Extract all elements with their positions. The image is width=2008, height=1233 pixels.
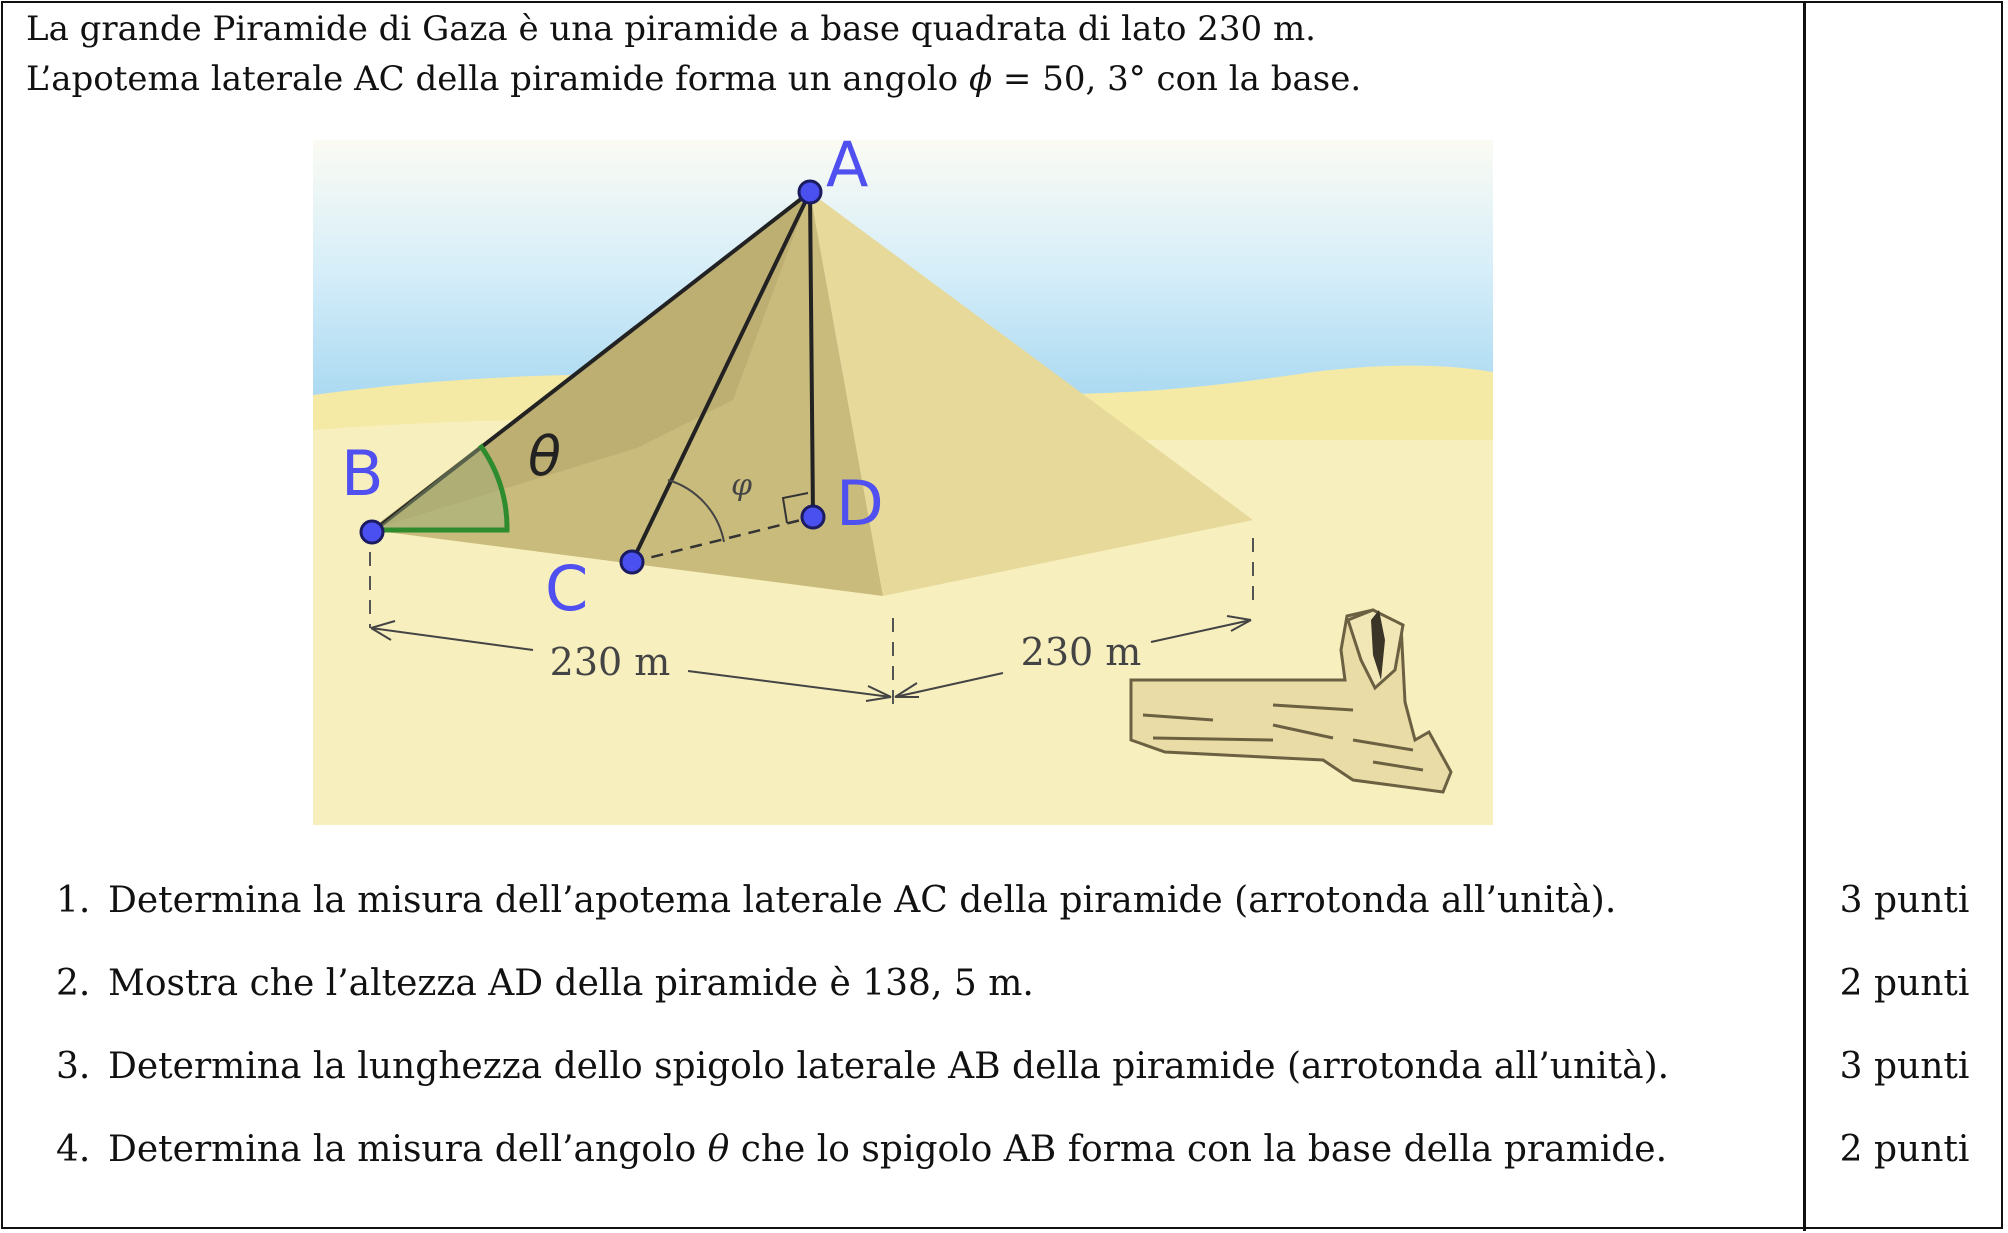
question-text: Determina la misura dell’apotema laterale AC della piramide (arrotonda all’unità). <box>108 880 1617 921</box>
question-1-points: 3 punti <box>1839 880 1970 921</box>
dimension-label-right: 230 m <box>1020 630 1142 674</box>
question-3-points: 3 punti <box>1839 1046 1970 1087</box>
question-text-post: che lo spigolo AB forma con la base della pramide. <box>729 1129 1668 1170</box>
label-a: A <box>826 140 869 201</box>
theta-label: θ <box>528 425 562 488</box>
point-d <box>802 506 824 528</box>
statement-line-1: La grande Piramide di Gaza è una piramide a base quadrata di lato 230 m. <box>26 9 1316 49</box>
problem-statement <box>26 4 1361 104</box>
point-b <box>361 521 383 543</box>
question-text: Determina la lunghezza dello spigolo laterale AB della piramide (arrotonda all’unità). <box>108 1046 1670 1087</box>
question-4 <box>56 1129 1667 1170</box>
question-2 <box>56 963 1034 1004</box>
statement-line-2: L’apotema laterale AC della piramide forma un angolo ϕ = 50, 3° con la base. <box>26 59 1362 99</box>
point-a <box>799 181 821 203</box>
phi-symbol: ϕ <box>968 59 993 99</box>
dimension-label-left: 230 m <box>549 640 671 684</box>
point-c <box>621 551 643 573</box>
label-c: C <box>545 552 589 625</box>
question-1 <box>56 880 1616 921</box>
pyramid-figure <box>313 140 1493 825</box>
question-number: 1. <box>56 880 91 921</box>
label-b: B <box>341 437 384 510</box>
phi-label: φ <box>731 468 753 503</box>
question-3 <box>56 1046 1669 1087</box>
question-text: Mostra che l’altezza AD della piramide è 138, 5 m. <box>108 963 1034 1004</box>
question-number: 2. <box>56 963 91 1004</box>
label-d: D <box>836 467 884 540</box>
question-number: 3. <box>56 1046 91 1087</box>
theta-symbol: θ <box>707 1129 730 1170</box>
question-text-pre: Determina la misura dell’angolo <box>108 1129 708 1170</box>
question-2-points: 2 punti <box>1839 963 1970 1004</box>
question-number: 4. <box>56 1129 91 1170</box>
question-4-points: 2 punti <box>1839 1129 1970 1170</box>
